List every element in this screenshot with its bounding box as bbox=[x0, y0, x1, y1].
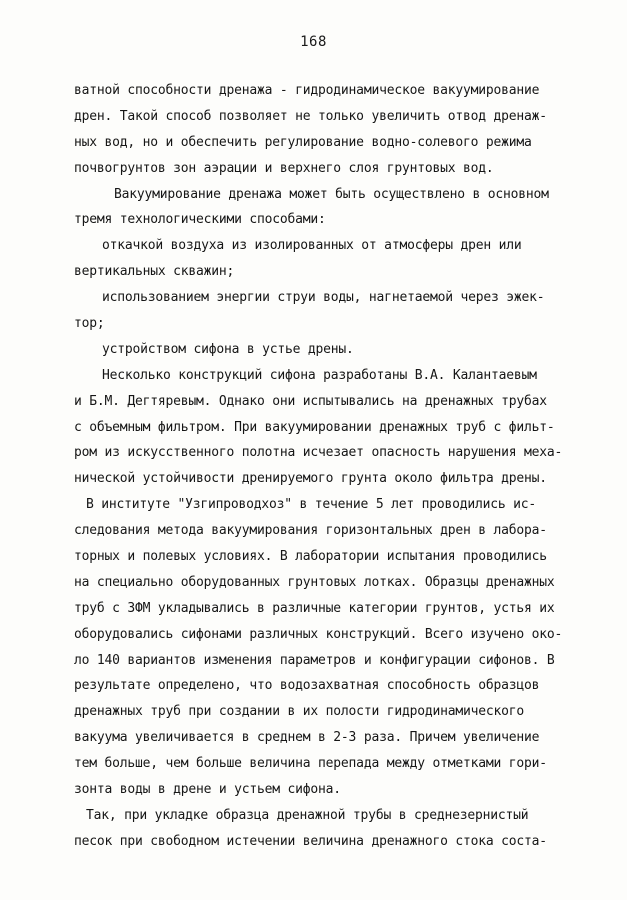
text-line: В институте "Узгипроводхоз" в течение 5 лет проводились ис- bbox=[86, 497, 536, 513]
text-line: зонта воды в дрене и устьем сифона. bbox=[74, 782, 341, 798]
text-line: на специально оборудованных грунтовых лотках. Образцы дренажных bbox=[74, 574, 555, 590]
text-line: вертикальных скважин; bbox=[74, 264, 235, 280]
text-line: и Б.М. Дегтяревым. Однако они испытывались на дренажных трубах bbox=[74, 393, 547, 409]
text-line: Вакуумирование дренажа может быть осуществлено в основном bbox=[114, 186, 549, 202]
text-line: почвогрунтов зон аэрации и верхнего слоя грунтовых вод. bbox=[74, 160, 494, 176]
text-line: труб с ЗФМ укладывались в различные категории грунтов, устья их bbox=[74, 600, 555, 616]
text-line: с объемным фильтром. При вакуумировании дренажных труб с фильт- bbox=[74, 419, 555, 435]
text-line: устройством сифона в устье дрены. bbox=[102, 341, 354, 357]
text-line: ром из искусственного полотна исчезает опасность нарушения меха- bbox=[74, 445, 563, 461]
text-line: оборудовались сифонами различных конструкций. Всего изучено око- bbox=[74, 626, 563, 642]
text-line: Несколько конструкций сифона разработаны В.А. Калантаевым bbox=[102, 367, 537, 383]
text-line: ло 140 вариантов изменения параметров и конфигурации сифонов. В bbox=[74, 652, 555, 668]
text-line: дрен. Такой способ позволяет не только увеличить отвод дренаж- bbox=[74, 108, 547, 124]
text-line: нической устойчивости дренируемого грунта около фильтра дрены. bbox=[74, 471, 547, 487]
text-line: Так, при укладке образца дренажной трубы в среднезернистый bbox=[86, 807, 529, 823]
text-line: дренажных труб при создании в их полости гидродинамического bbox=[74, 704, 524, 720]
body-text bbox=[74, 78, 594, 855]
text-line: ватной способности дренажа - гидродинамическое вакуумирование bbox=[74, 83, 540, 98]
text-line: вакуума увеличивается в среднем в 2-3 раза. Причем увеличение bbox=[74, 730, 540, 746]
text-line: использованием энергии струи воды, нагнетаемой через эжек- bbox=[102, 290, 545, 306]
text-line: тор; bbox=[74, 316, 105, 332]
text-line: тремя технологическими способами: bbox=[74, 212, 326, 228]
page-number: 168 bbox=[300, 34, 327, 50]
text-line: тем больше, чем больше величина перепада между отметками гори- bbox=[74, 756, 547, 772]
text-line: следования метода вакуумирования горизонтальных дрен в лабора- bbox=[74, 523, 547, 539]
text-line: песок при свободном истечении величина дренажного стока соста- bbox=[74, 833, 547, 849]
text-line: результате определено, что водозахватная способность образцов bbox=[74, 678, 540, 694]
text-line: ных вод, но и обеспечить регулирование водно-солевого режима bbox=[74, 134, 532, 150]
text-line: торных и полевых условиях. В лаборатории испытания проводились bbox=[74, 549, 547, 565]
text-line: откачкой воздуха из изолированных от атмосферы дрен или bbox=[102, 238, 522, 254]
